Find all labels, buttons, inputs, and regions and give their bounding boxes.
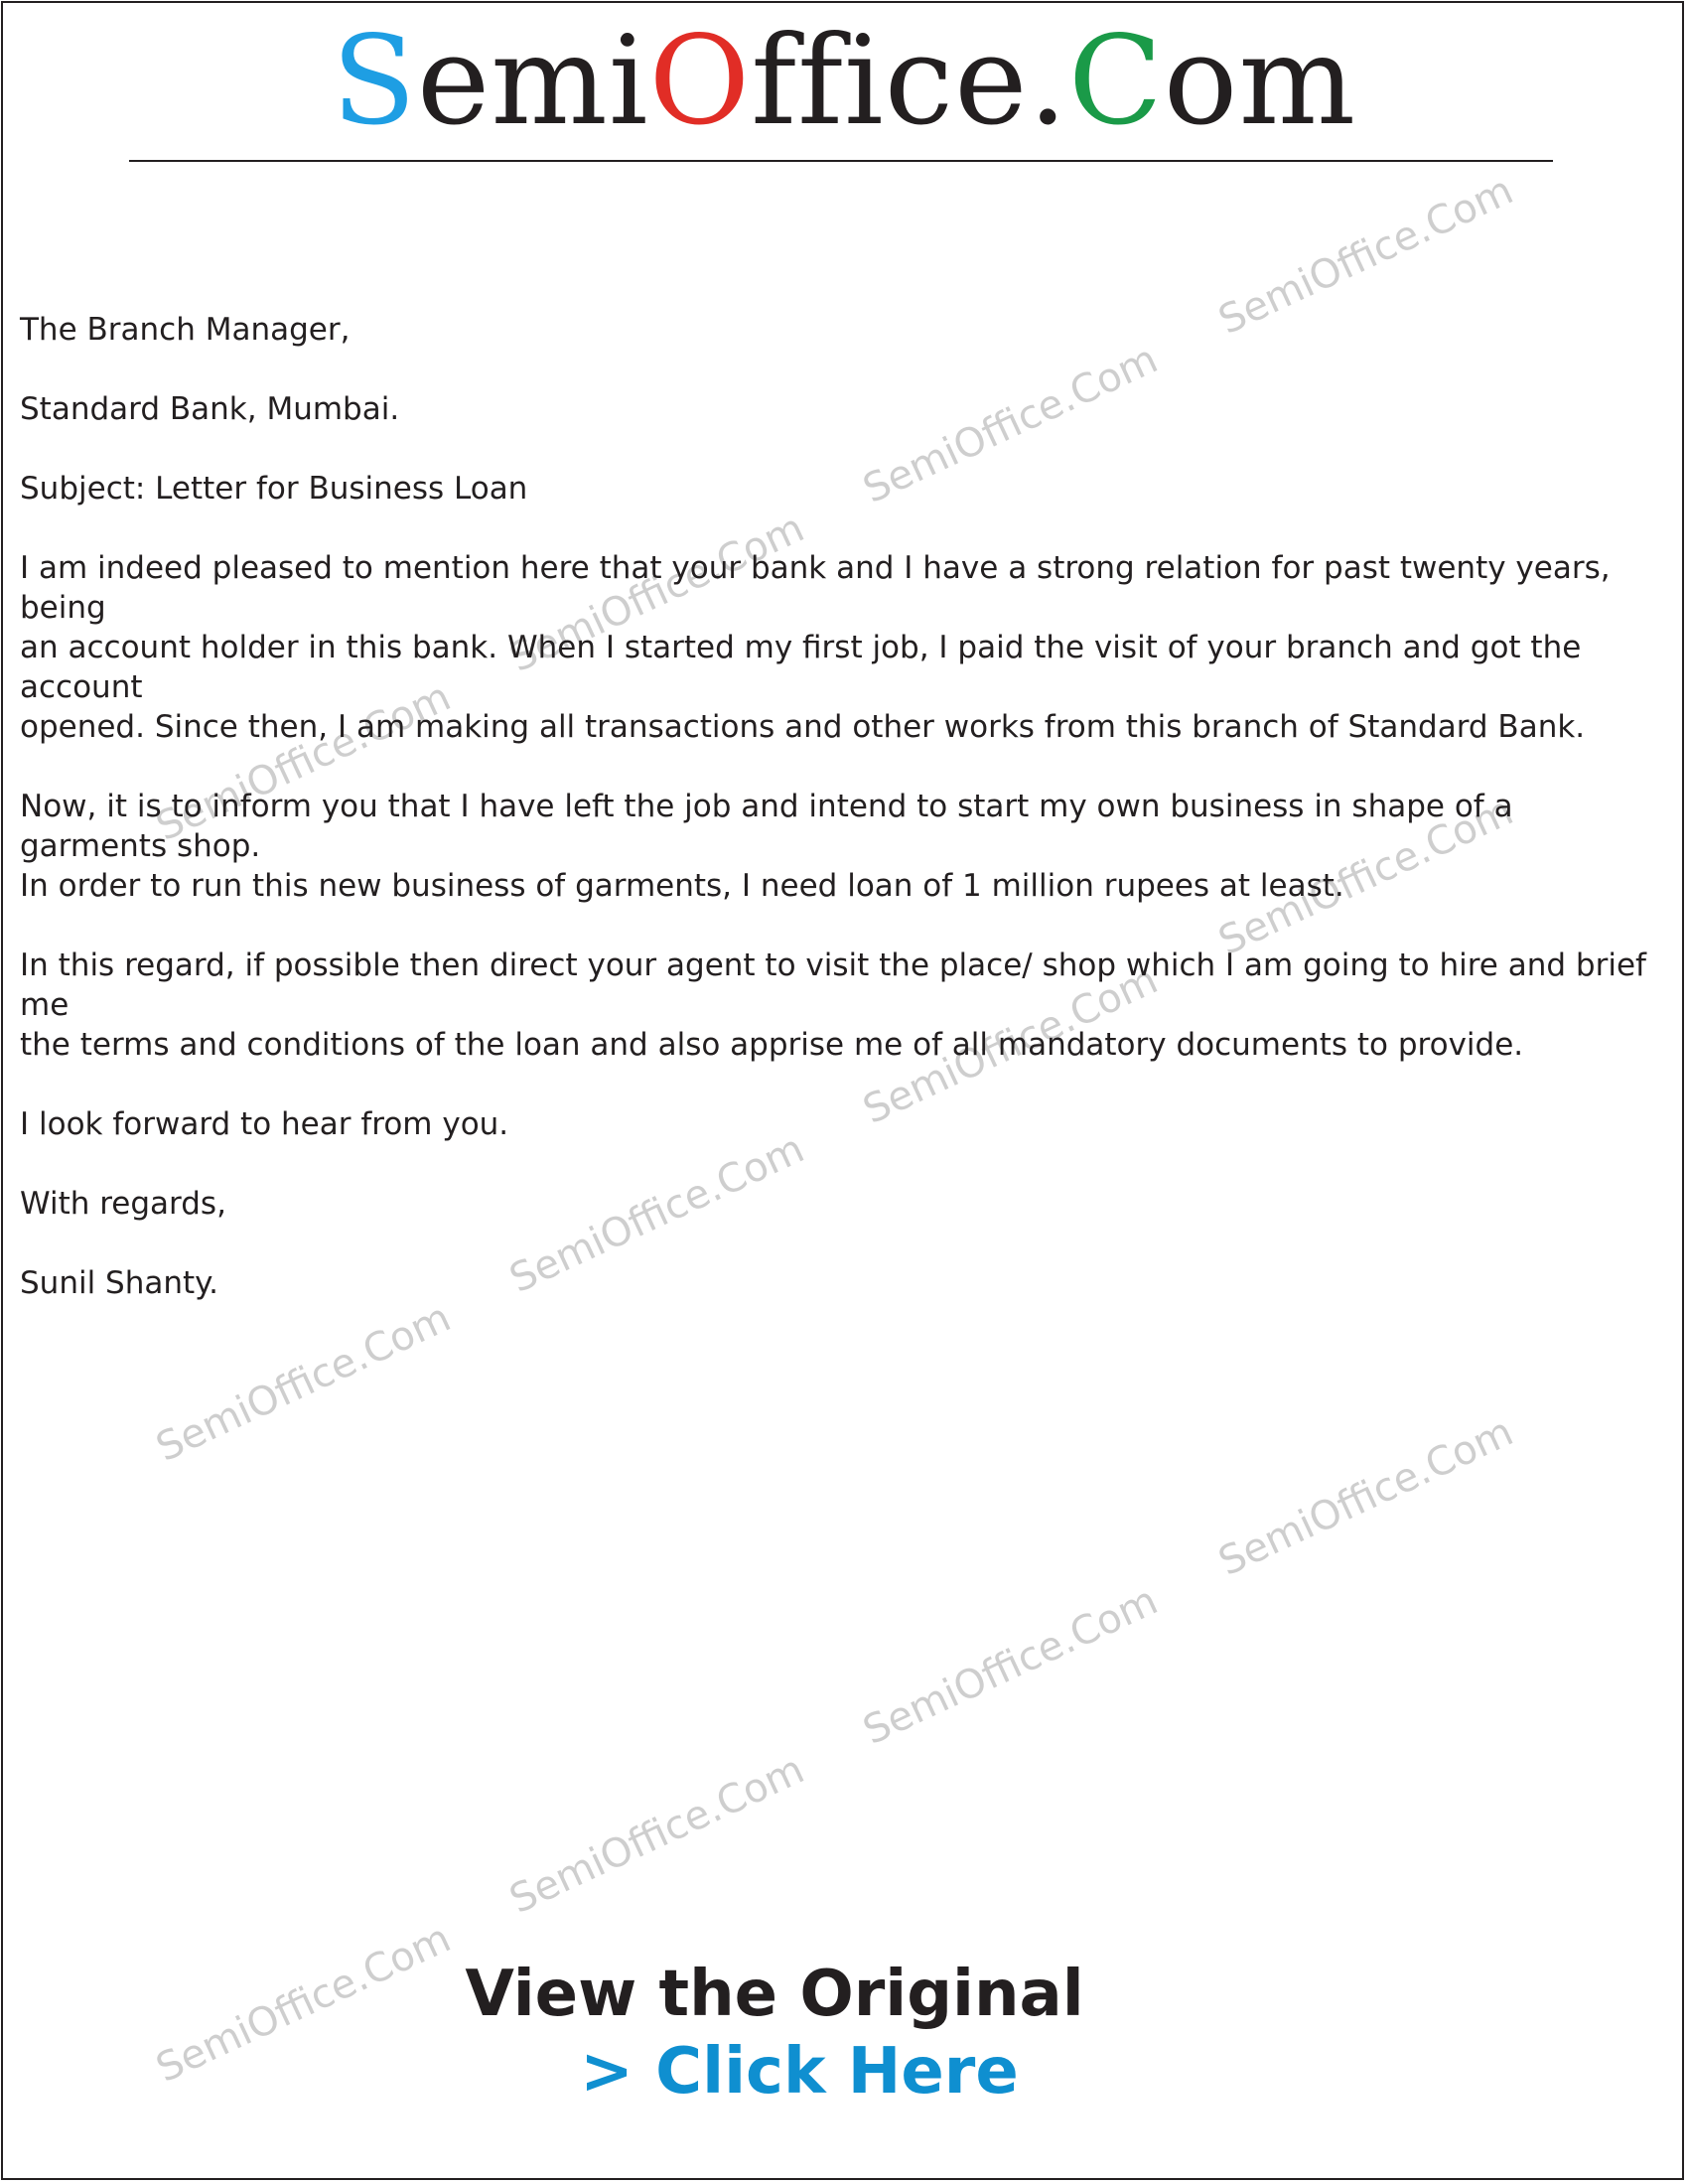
watermark: SemiOffice.Com (856, 956, 1165, 1133)
recipient-line: The Branch Manager, (20, 312, 351, 348)
paragraph-1 (20, 548, 1668, 747)
paragraph-1-line: I am indeed pleased to mention here that your bank and I have a strong relation for past twenty years, being (20, 550, 1611, 626)
paragraph-2-line: Now, it is to inform you that I have left the job and intend to start my own business in shape of a garments shop. (20, 789, 1513, 864)
regards-line: With regards, (20, 1186, 226, 1222)
letter-body (20, 310, 1668, 1343)
logo-letter-c: C (1067, 10, 1164, 153)
subject-line: Subject: Letter for Business Loan (20, 471, 528, 507)
watermark: SemiOffice.Com (1211, 1408, 1520, 1585)
paragraph-3-line: In this regard, if possible then direct your agent to visit the place/ shop which I am going to hire and brief me (20, 947, 1646, 1023)
paragraph-3-line: the terms and conditions of the loan and also apprise me of all mandatory documents to provide. (20, 1027, 1524, 1063)
watermark: SemiOffice.Com (1211, 167, 1520, 344)
closing-line: I look forward to hear from you. (20, 1106, 509, 1142)
paragraph-2-line: In order to run this new business of garments, I need loan of 1 million rupees at least. (20, 868, 1344, 904)
watermark: SemiOffice.Com (502, 505, 811, 681)
view-original-block (0, 1957, 1549, 2111)
click-here-link[interactable]: > Click Here (580, 2035, 1019, 2109)
watermark: SemiOffice.Com (149, 1915, 458, 2092)
paragraph-2 (20, 787, 1668, 906)
paragraph-1-line: an account holder in this bank. When I started my first job, I paid the visit of your branch and got the account (20, 630, 1582, 705)
watermark: SemiOffice.Com (149, 673, 458, 850)
paragraph-3 (20, 946, 1668, 1065)
watermark: SemiOffice.Com (856, 1577, 1165, 1754)
bank-line: Standard Bank, Mumbai. (20, 391, 400, 427)
logo-letter-o: O (648, 10, 752, 153)
view-original-title: View the Original (465, 1958, 1084, 2031)
site-logo (0, 12, 1688, 151)
logo-divider (129, 160, 1553, 162)
paragraph-1-line: opened. Since then, I am making all transactions and other works from this branch of Standard Bank. (20, 709, 1586, 745)
watermark: SemiOffice.Com (502, 1125, 811, 1302)
watermark: SemiOffice.Com (856, 336, 1165, 512)
signature-line: Sunil Shanty. (20, 1265, 218, 1301)
logo-text-ffice: ffice. (751, 10, 1068, 153)
watermark: SemiOffice.Com (502, 1746, 811, 1923)
watermark: SemiOffice.Com (149, 1294, 458, 1471)
watermark: SemiOffice.Com (1211, 788, 1520, 964)
logo-text-emi: emi (416, 10, 649, 153)
logo-letter-s: S (331, 10, 417, 153)
logo-text-om: om (1163, 10, 1357, 153)
